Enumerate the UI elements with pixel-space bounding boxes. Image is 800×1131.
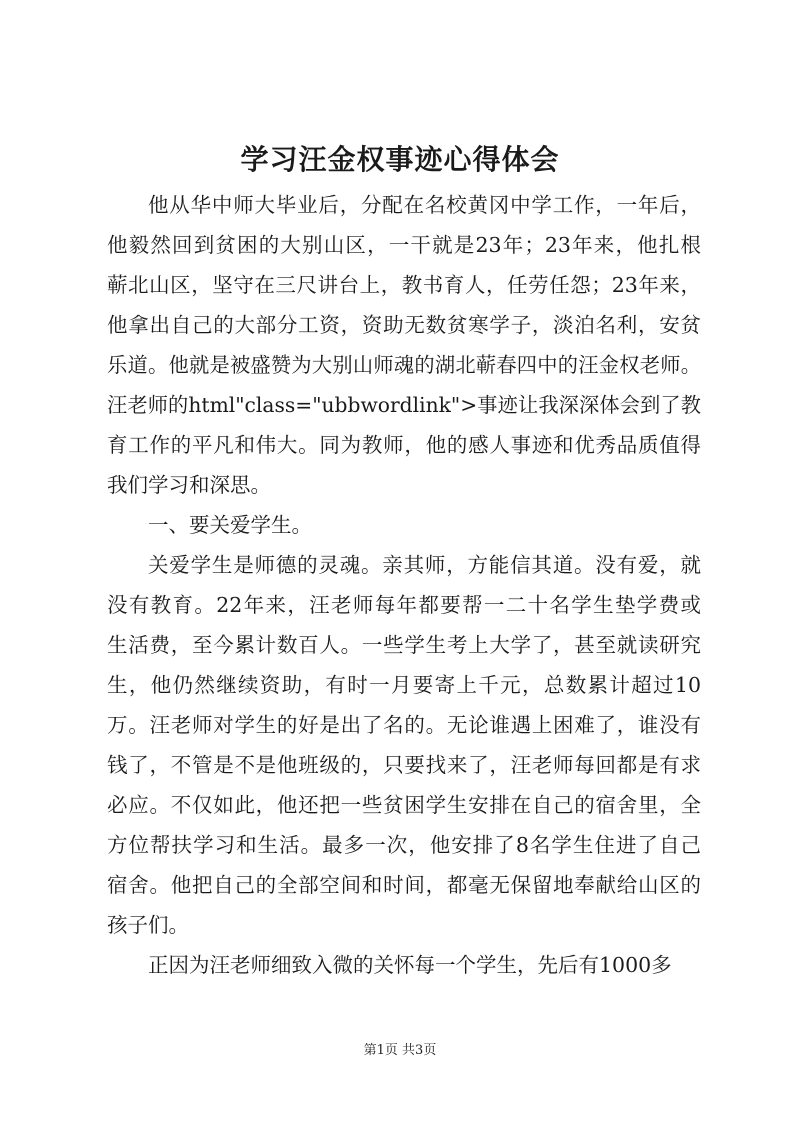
paragraph-line: 乐道。他就是被盛赞为大别山师魂的湖北蕲春四中的汪金权老师。 <box>107 353 701 377</box>
paragraph-line: 宿舍。他把自己的全部空间和时间，都毫无保留地奉献给山区的 <box>107 873 701 897</box>
paragraph-line: 他毅然回到贫困的大别山区，一干就是23年；23年来，他扎根 <box>107 233 701 257</box>
paragraph-line: 蕲北山区，坚守在三尺讲台上，教书育人，任劳任怨；23年来， <box>107 273 701 297</box>
paragraph-line: 育工作的平凡和伟大。同为教师，他的感人事迹和优秀品质值得 <box>107 433 701 457</box>
document-body <box>107 185 701 985</box>
paragraph-line: 关爱学生是师德的灵魂。亲其师，方能信其道。没有爱，就 <box>148 553 701 577</box>
paragraph-line: 孩子们。 <box>107 913 189 937</box>
paragraph-line: 我们学习和深思。 <box>107 473 271 497</box>
paragraph-line: 他从华中师大毕业后，分配在名校黄冈中学工作，一年后， <box>148 193 701 217</box>
paragraph-line: 正因为汪老师细致入微的关怀每一个学生，先后有1000多 <box>148 953 672 977</box>
paragraph-line: 汪老师的html"class="ubbwordlink">事迹让我深深体会到了教 <box>107 393 701 417</box>
paragraph <box>107 185 701 505</box>
paragraph-line: 钱了，不管是不是他班级的，只要找来了，汪老师每回都是有求 <box>107 753 701 777</box>
paragraph-line: 他拿出自己的大部分工资，资助无数贫寒学子，淡泊名利，安贫 <box>107 313 701 337</box>
paragraph-line: 一、要关爱学生。 <box>148 513 312 537</box>
paragraph-line: 万。汪老师对学生的好是出了名的。无论谁遇上困难了，谁没有 <box>107 713 701 737</box>
paragraph-line: 没有教育。22年来，汪老师每年都要帮一二十名学生垫学费或 <box>107 593 701 617</box>
page-footer: 第1页 共3页 <box>363 1043 437 1058</box>
paragraph-line: 必应。不仅如此，他还把一些贫困学生安排在自己的宿舍里，全 <box>107 793 701 817</box>
paragraph-line: 生，他仍然继续资助，有时一月要寄上千元，总数累计超过10 <box>107 673 701 697</box>
paragraph <box>107 505 701 545</box>
paragraph-line: 生活费，至今累计数百人。一些学生考上大学了，甚至就读研究 <box>107 633 701 657</box>
paragraph <box>107 945 701 985</box>
document-title: 学习汪金权事迹心得体会 <box>240 143 560 176</box>
paragraph <box>107 545 701 945</box>
paragraph-line: 方位帮扶学习和生活。最多一次，他安排了8名学生住进了自己 <box>107 833 701 857</box>
